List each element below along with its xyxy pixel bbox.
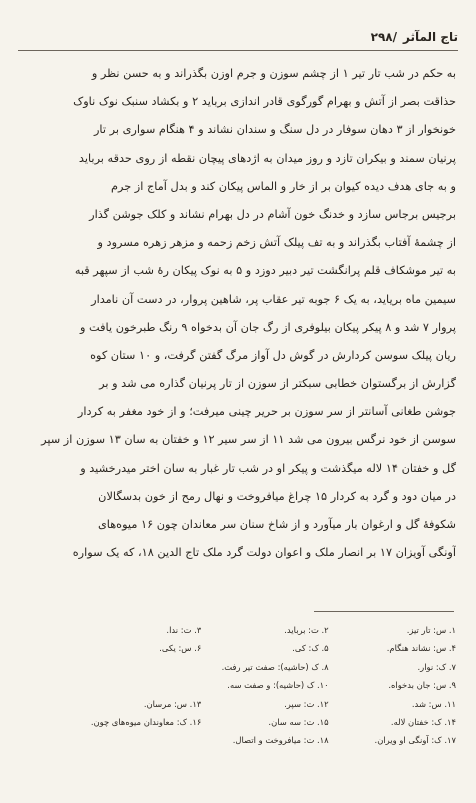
- text-line: به تیر موشکاف قلم پرانگشت تیر دبیر دوزد و ۵ به نوک پیکان رهٔ شب از سپهر قبه: [74, 264, 456, 278]
- text-line: حذاقت بصر از آتش و بهرام گورگوی قادر اندازی برباید ۲ و بکشاد سنبک نوک ناوک: [73, 95, 456, 109]
- footnote: ۱۵. ت: سه سان.: [268, 716, 329, 727]
- footnote: ۱۳. س: مرسان.: [143, 698, 202, 709]
- header-page-number: /۲۹۸: [370, 30, 398, 44]
- footnote: [82, 658, 201, 676]
- text-line: در میان دود و گرد به کردار ۱۵ چراغ میافروخت و نهال رمح از خون بدسگالان: [98, 489, 456, 503]
- header-divider: [18, 50, 458, 51]
- body-text: [20, 60, 456, 567]
- footnote: [82, 676, 201, 694]
- text-line: سیمین ماه بریاید، به یک ۶ جوبه تیر عقاب پر، شاهین پروار، در دست آن نامدار: [91, 292, 456, 306]
- text-line: گل و خفتان ۱۴ لاله میگذشت و پیکر او در شب تار غبار به سان اختر میدرخشید و: [80, 461, 456, 475]
- text-line: پروار ۷ شد و ۸ پیکر پیکان بیلوفری از رگ جان آن بدخواه ۹ رنگ طبرخون یافت و: [80, 320, 456, 334]
- text-line: جوشن طغانی آسانتر از سر سوزن بر حریر چینی میرفت؛ و از خود مغفر به کردار: [77, 405, 456, 419]
- text-line: ریان پیلک سوسن کردارش در گوش دل آواز مرگ گفتن گرفت، و ۱۰ ستان کوه: [90, 348, 456, 362]
- footnote: ۱۱. س: شد.: [411, 698, 456, 709]
- text-line: پرنیان سمند و بیکران تازد و روز میدان به اژدهای پیچان نقطه از روی حدقه برباید: [78, 151, 456, 165]
- footnote: ۹. س: جان بدخواه.: [388, 680, 456, 691]
- footnote: ۱۸. ت: میافروخت و اتصال.: [232, 735, 329, 746]
- text-line: و به جای هدف دیده کیوان بر از خار و الماس پیکان کند و بدل آماج از جرم: [110, 179, 456, 193]
- text-line: گزارش از برگستوان خطابی سبکتر از سوزن از تار پرنیان گذاره می شد و بر: [99, 377, 456, 391]
- footnote: ۸. ک (حاشیه): صفت تیر رفت.: [221, 661, 329, 672]
- footnote: ۶. س: یکی.: [159, 643, 202, 654]
- footnote: ۱۲. ت: سپر.: [284, 698, 329, 709]
- footnote: ۳. ت: ندا.: [166, 625, 202, 635]
- footnote: ۵. ک: کی.: [292, 643, 329, 654]
- text-line: از چشمهٔ آفتاب بگذراند و به تف پیلک آتش زخم زحمه و مزهر زهره مسرود و: [97, 236, 456, 250]
- footnote: ۱۰. ک (حاشیه): و صفت سه.: [227, 680, 329, 691]
- text-line: آونگی آویزان ۱۷ بر انصار ملک و اعوان دولت گرد ملک تاج الدین ۱۸، که یک سواره: [72, 546, 456, 560]
- footnote-divider: [314, 611, 454, 612]
- text-line: برجیس برجاس سازد و خدنگ خون آشام در دل بهرام نشاند و کلک جوشن گذار: [89, 207, 456, 221]
- header-title: تاج المآثر: [403, 30, 458, 44]
- footnotes: [82, 621, 456, 750]
- footnote: ۱۷. ک: آونگی او ویران.: [374, 735, 456, 746]
- footnote: ۱. س: تار تیز.: [406, 625, 456, 635]
- text-line: به حکم در شب تار تیر ۱ از چشم سوزن و جرم اوزن بگذراند و به حسن نظر و: [91, 67, 456, 80]
- footnote: [82, 731, 201, 749]
- footnote: ۱۴. ک: خفتان لاله.: [390, 716, 456, 727]
- running-header: [22, 24, 458, 44]
- text-line: شکوفهٔ گل و ارغوان بار میآورد و از شاخ سنان سر معاندان چون ۱۶ میوه‌های: [97, 518, 456, 531]
- text-line: سوسن از خود نرگس بیرون می شد ۱۱ از سر سیر ۱۲ و خفتان به سان ۱۳ سوزن از سپر: [41, 433, 456, 447]
- footnote: ۴. س: نشاند هنگام.: [386, 643, 456, 654]
- footnote: ۷. ک: نوار.: [417, 661, 456, 672]
- text-line: خونخوار از ۳ دهان سوفار در دل سنگ و سندان نشاند و ۴ هنگام سواری بر تار: [93, 123, 456, 137]
- footnote: ۲. ت: برباید.: [284, 625, 329, 635]
- footnote: ۱۶. ک: معاوندان میوه‌های چون.: [90, 716, 202, 727]
